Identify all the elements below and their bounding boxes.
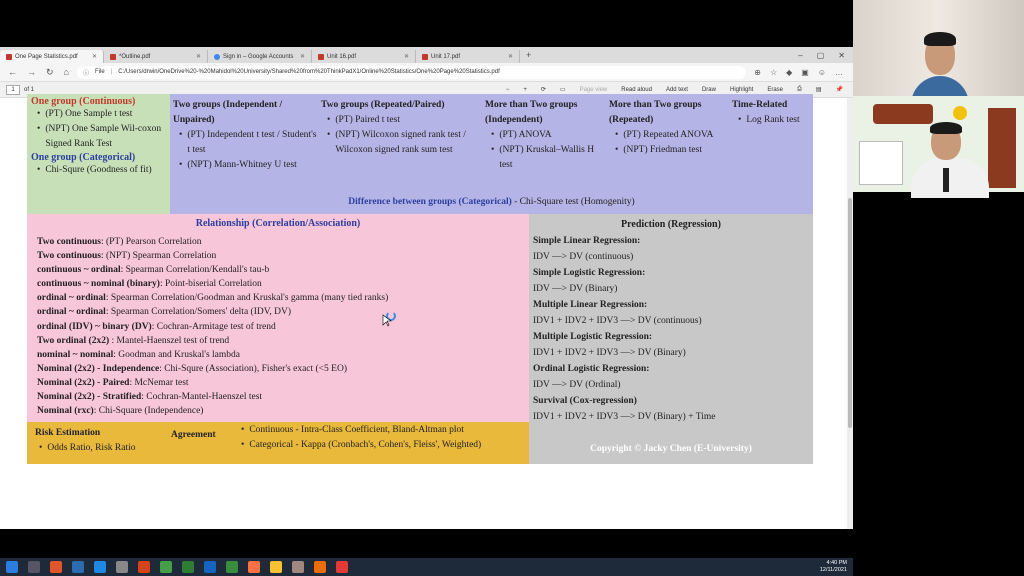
forward-icon[interactable]: →	[27, 66, 36, 77]
regression-heading: Multiple Linear Regression:	[533, 300, 648, 310]
mouse-cursor-icon	[383, 315, 391, 327]
pdf-icon	[110, 54, 116, 60]
tab-unit-17[interactable]: Unit 17.pdf ✕	[416, 50, 520, 63]
new-tab-button[interactable]: +	[526, 50, 532, 60]
firefox-alt-icon[interactable]	[314, 561, 326, 573]
close-icon[interactable]: ✕	[403, 54, 409, 60]
address-bar[interactable]: ⓘ File | C:/Users/drwin/OneDrive%20-%20Mahidol%20University/Shared%20from%20ThinkPadX1/Online%20Statistics/One%20Page%20Statistics.pdf	[77, 66, 746, 79]
close-icon[interactable]: ✕	[299, 54, 305, 60]
bookshelf-banner	[873, 104, 933, 124]
page-view-button[interactable]: Page view	[579, 86, 608, 93]
brave-icon[interactable]	[50, 561, 62, 573]
list-item: • (NPT) Friedman test	[615, 145, 702, 155]
rotate-icon[interactable]: ⟳	[540, 87, 546, 93]
zoom-in-icon[interactable]: +	[523, 86, 527, 93]
tab-strip	[0, 47, 853, 63]
column-more-than-two-repeated: More than Two groups (Repeated) • (PT) Repeated ANOVA • (NPT) Friedman test	[609, 98, 731, 158]
list-item: • Categorical - Kappa (Cronbach's, Cohen's, Fleiss', Weighted)	[241, 440, 482, 450]
relationship-row: continuous ~ ordinal: Spearman Correlation/Kendall's tau-b	[37, 265, 270, 276]
edge-icon[interactable]	[94, 561, 106, 573]
start-icon[interactable]	[6, 561, 18, 573]
list-item: • (NPT) Mann-Whitney U test	[179, 160, 297, 170]
regression-formula: IDV1 + IDV2 + IDV3 —> DV (Binary) + Time	[533, 412, 716, 422]
relationship-row: ordinal (IDV) ~ binary (DV): Cochran-Armitage test of trend	[37, 321, 276, 332]
browser-toolbar-icons	[754, 68, 853, 77]
relationship-row: Nominal (2x2) - Stratified: Cochran-Mantel-Haenszel test	[37, 392, 263, 403]
list-item: • (PT) Independent t test / Student's t test	[179, 130, 317, 155]
sheets-icon[interactable]	[226, 561, 238, 573]
agreement-label: Agreement	[171, 430, 216, 440]
bookshelf	[988, 108, 1016, 188]
tab-google-sign-in[interactable]: Sign in – Google Accounts ✕	[208, 50, 312, 63]
folder-icon[interactable]	[292, 561, 304, 573]
close-window-icon[interactable]: ✕	[838, 50, 845, 60]
relationship-row: Two continuous: (NPT) Spearman Correlation	[37, 251, 217, 262]
prediction-title: Prediction (Regression)	[621, 219, 721, 230]
chrome-icon[interactable]	[160, 561, 172, 573]
add-text-button[interactable]: Add text	[665, 86, 688, 93]
tab-one-page-statistics[interactable]: One Page Statistics.pdf ✕	[0, 50, 104, 63]
regression-formula: IDV —> DV (Ordinal)	[533, 380, 621, 390]
back-icon[interactable]: ←	[8, 66, 17, 77]
page-indicator	[0, 85, 34, 95]
windows-taskbar	[0, 558, 853, 576]
teacher-shirt	[911, 158, 989, 198]
zoom-out-icon[interactable]: −	[505, 86, 510, 93]
tab-unit-16[interactable]: Unit 16.pdf ✕	[312, 50, 416, 63]
group-comparison-section	[170, 94, 813, 214]
agreement-list	[235, 423, 481, 453]
list-item: • (PT) Repeated ANOVA	[615, 130, 714, 140]
store-icon[interactable]	[116, 561, 128, 573]
nav-buttons	[0, 67, 77, 78]
pin-icon[interactable]: 📌	[835, 87, 843, 93]
list-item: • (PT) Paired t test	[327, 115, 400, 125]
relationship-row: Two ordinal (2x2) : Mantel-Haenszel test of trend	[37, 335, 230, 346]
regression-heading: Simple Linear Regression:	[533, 236, 641, 246]
list-item: • (NPT) Kruskal–Wallis H test	[491, 145, 595, 170]
address-bar-row	[0, 63, 853, 82]
word-icon[interactable]	[204, 561, 216, 573]
list-item: • Continuous - Intra-Class Coefficient, Bland-Altman plot	[241, 425, 464, 435]
google-icon	[214, 54, 220, 60]
one-group-categorical-heading: One group (Categorical)	[31, 152, 136, 163]
close-icon[interactable]: ✕	[507, 54, 513, 60]
mail-icon[interactable]	[72, 561, 84, 573]
copyright-text: Copyright © Jacky Chen (E-University)	[590, 444, 752, 454]
relationship-title: Relationship (Correlation/Association)	[195, 218, 361, 229]
excel-icon[interactable]	[182, 561, 194, 573]
info-icon: ⓘ	[82, 70, 89, 77]
fit-page-icon[interactable]: ▭	[559, 87, 566, 93]
risk-estimation: Risk Estimation • Odds Ratio, Risk Ratio	[35, 426, 135, 456]
regression-formula: IDV1 + IDV2 + IDV3 —> DV (Binary)	[533, 348, 686, 358]
relationship-section	[27, 214, 529, 422]
relationship-row: ordinal ~ ordinal: Spearman Correlation/Somers' delta (IDV, DV)	[37, 307, 291, 318]
chart-poster	[859, 141, 903, 185]
regression-list	[533, 233, 809, 425]
read-aloud-button[interactable]: Read aloud	[621, 86, 652, 93]
draw-button[interactable]: Draw	[701, 86, 716, 93]
microphone-icon	[943, 168, 949, 192]
task-view-icon[interactable]	[28, 561, 40, 573]
relationship-list	[37, 235, 519, 418]
one-group-continuous-heading: One group (Continuous)	[31, 96, 136, 107]
list-item: • (NPT) Wilcoxon signed rank test / Wilcoxon signed rank sum test	[327, 130, 466, 155]
pdf-viewer[interactable]	[0, 98, 853, 529]
page-total: of 1	[24, 86, 35, 93]
regression-formula: IDV1 + IDV2 + IDV3 —> DV (continuous)	[533, 316, 702, 326]
list-item: • (PT) One Sample t test	[37, 109, 133, 119]
regression-heading: Multiple Logistic Regression:	[533, 332, 653, 342]
regression-heading: Ordinal Logistic Regression:	[533, 364, 650, 374]
column-two-groups-independent: Two groups (Independent / Unpaired) • (PT) Independent t test / Student's t test • (NPT) Mann-Whitney U test	[173, 98, 321, 173]
column-time-related: Time-Related • Log Rank test	[732, 98, 810, 128]
erase-button[interactable]: Erase	[767, 86, 784, 93]
list-item: • (PT) ANOVA	[491, 130, 552, 140]
logo-icon	[953, 106, 967, 120]
pdf-tools	[506, 86, 853, 93]
regression-formula: IDV —> DV (continuous)	[533, 252, 634, 262]
minimize-icon[interactable]: –	[798, 50, 803, 60]
list-item: • Chi-Squre (Goodness of fit)	[37, 165, 152, 175]
one-group-section	[27, 94, 170, 214]
webcam-presenter	[853, 0, 1024, 96]
refresh-icon[interactable]: ↻	[46, 66, 54, 77]
regression-heading: Simple Logistic Regression:	[533, 268, 646, 278]
pdf-icon	[422, 54, 428, 60]
list-item: • Odds Ratio, Risk Ratio	[39, 443, 136, 453]
pdf-page	[27, 94, 813, 464]
page-number-input[interactable]: 1	[6, 85, 20, 95]
webcam-classroom	[853, 96, 1024, 192]
menu-icon[interactable]: …	[835, 67, 843, 77]
chrome-alt-icon[interactable]	[270, 561, 282, 573]
url-text: C:/Users/drwin/OneDrive%20-%20Mahidol%20University/Shared%20from%20ThinkPadX1/Online%20Statistics/One%20Page%20Statistics.pdf	[118, 69, 500, 75]
categorical-difference-line: Difference between groups (Categorical) - Chi-Square test (Homogenity)	[348, 197, 635, 207]
relationship-row: Nominal (rxc): Chi-Square (Independence)	[37, 406, 204, 417]
agreement-section	[27, 422, 529, 464]
firefox-icon[interactable]	[248, 561, 260, 573]
maximize-icon[interactable]: ▢	[816, 50, 825, 60]
zoom-icon[interactable]: ⊕	[754, 67, 761, 77]
browser-window	[0, 47, 853, 573]
taskbar-clock[interactable]: 4:40 PM 12/11/2021	[819, 560, 847, 573]
window-controls	[798, 51, 853, 60]
column-more-than-two-independent: More than Two groups (Independent) • (PT) ANOVA • (NPT) Kruskal–Wallis H test	[485, 98, 607, 173]
column-two-groups-repeated: Two groups (Repeated/Paired) • (PT) Paired t test • (NPT) Wilcoxon signed rank test / Wilcoxon signed rank sum test	[321, 98, 483, 158]
pdf-icon	[6, 54, 12, 60]
regression-heading: Survival (Cox-regression)	[533, 396, 637, 406]
tab-outline[interactable]: *Outline.pdf ✕	[104, 50, 208, 63]
print-icon[interactable]: ⎙	[797, 86, 802, 92]
presenter-hair	[924, 32, 956, 46]
teacher-hair	[930, 122, 962, 134]
profile-icon[interactable]: ☺	[817, 67, 826, 77]
relationship-row: ordinal ~ ordinal: Spearman Correlation/Goodman and Kruskal's gamma (many tied ranks)	[37, 293, 389, 304]
close-icon[interactable]: ✕	[91, 54, 97, 60]
list-item: • (NPT) One Sample Wil-coxon Signed Rank Test	[37, 124, 162, 149]
collections-icon[interactable]: ▣	[801, 67, 809, 77]
favorite-icon[interactable]: ☆	[769, 67, 778, 77]
save-icon[interactable]: ▤	[815, 87, 822, 93]
regression-formula: IDV —> DV (Binary)	[533, 284, 618, 294]
close-icon[interactable]: ✕	[195, 54, 201, 60]
relationship-row: Two continuous: (PT) Pearson Correlation	[37, 237, 202, 247]
relationship-row: Nominal (2x2) - Paired: McNemar test	[37, 377, 189, 388]
highlight-button[interactable]: Highlight	[729, 86, 754, 93]
relationship-row: Nominal (2x2) - Independence: Chi-Squre (Association), Fisher's exact (<5 EO)	[37, 363, 347, 374]
prediction-section	[529, 214, 813, 464]
extension-icon[interactable]: ◆	[786, 67, 793, 77]
relationship-row: nominal ~ nominal: Goodman and Kruskal's lambda	[37, 349, 240, 360]
pdf-icon	[318, 54, 324, 60]
app-icon[interactable]	[138, 561, 150, 573]
home-icon[interactable]: ⌂	[63, 66, 69, 77]
list-item: • Log Rank test	[738, 115, 800, 125]
relationship-row: continuous ~ nominal (binary): Point-biserial Correlation	[37, 279, 262, 290]
scroll-thumb[interactable]	[848, 198, 852, 428]
record-icon[interactable]	[336, 561, 348, 573]
